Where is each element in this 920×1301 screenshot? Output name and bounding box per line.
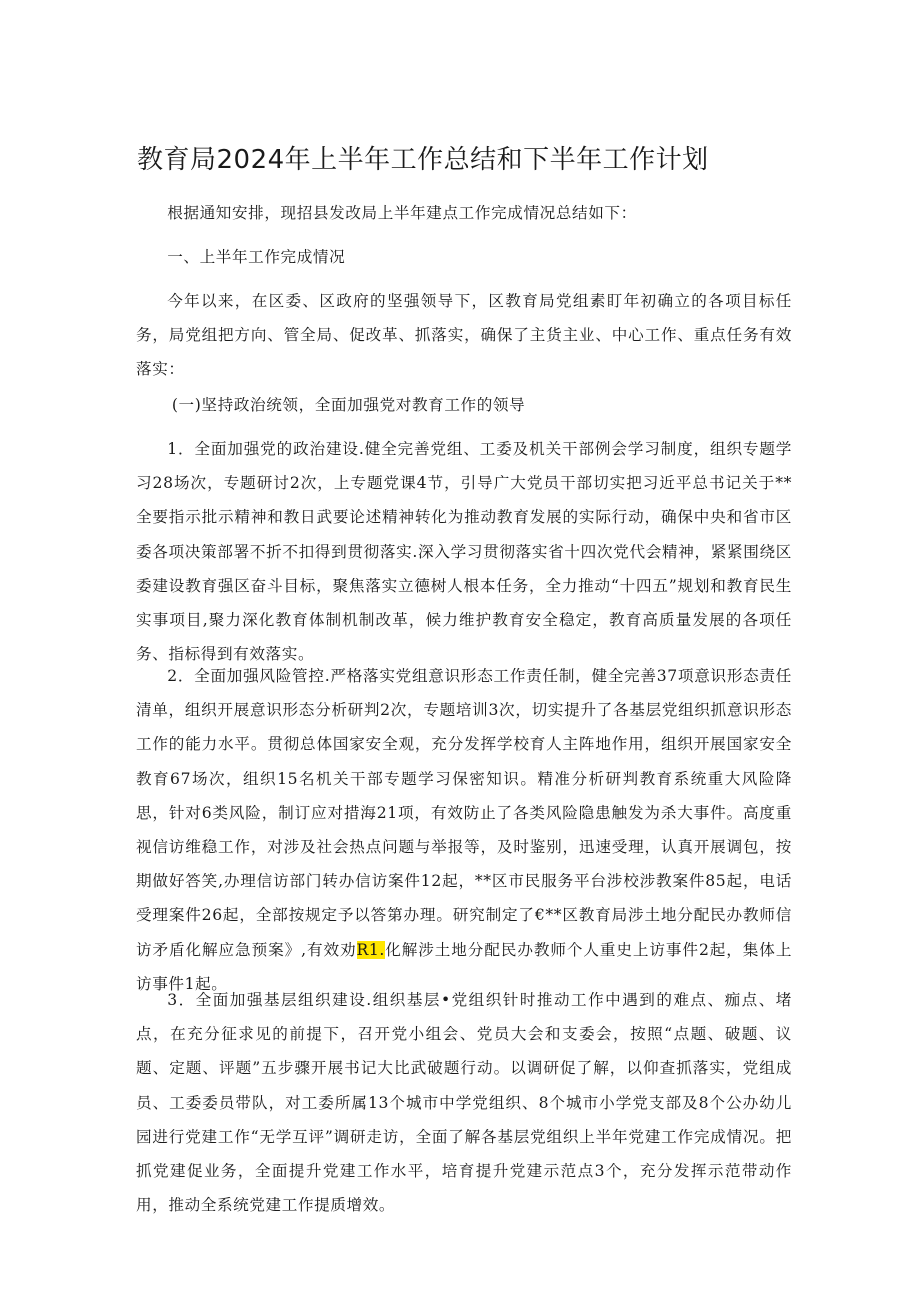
item-2-text-after: 化解涉土地分配民办教师个人重史上访事件2起，集体上访事件1起。 — [136, 940, 793, 993]
item-2-text-before: 2．全面加强风险管控.严格落实党组意识形态工作责任制，健全完善37项意识形态责任清单，组织开展意识形态分析研判2次，专题培训3次，切实提升了各基层党组织抓意识形态工作的能力水平。贯彻总体国家安全观，充分发挥学校育人主阵地作用，组织开展国家安全教育67场次，组织15名机关干部专题学习保密知识。精准分析研判教育系统重大风险降思，针对6类风险，制订应对措海21项，有效防止了各类风险隐患触发为杀大事件。高度重视信访维稳工作，对涉及社会热点问题与举报等，及时鉴别，迅速受理，认真开展调包，按期做好答笑,办理信访部门转办信访案件12起，**区市民服务平台涉校涉教案件85起，电话受理案件26起，全部按规定予以答第办理。研究制定了€**区教育局涉土地分配民办教师信访矛盾化解应急预案》,有效劝 — [136, 667, 792, 959]
item-2-risk-control — [136, 659, 792, 1001]
intro-paragraph: 根据通知安排，现招县发改局上半年建点工作完成情况总结如下： — [167, 204, 637, 222]
document-title: 教育局2024年上半年工作总结和下半年工作计划 — [137, 145, 709, 175]
item-3-grassroots-organization: 3．全面加强基层组织建设.组织基层•党组织针时推动工作中遇到的难点、痂点、堵点，在充分征求见的前提下，召开党小组会、党员大会和支委会，按照“点题、破题、议题、定题、评题”五步骤开展书记大比武破题行动。以调研促了解，以仰查抓落实，党组成员、工委委员带队，对工委所属13个城市中学党组织、8个城市小学党支部及8个公办幼儿园进行党建工作“无学互评”调研走访，全面了解各基层党组织上半年党建工作完成情况。把抓党建促业务，全面提升党建工作水平，培育提升党建示范点3个，充分发挥示范带动作用，推动全系统党建工作提质增效。 — [136, 991, 792, 1215]
item-1-political-building: 1．全面加强党的政治建设.健全完善党组、工委及机关干部例会学习制度，组织专题学习28场次，专题研讨2次，上专题党课4节，引导广大党员干部切实把习近平总书记关于**全要指示批示精神和教日武要论述精神转化为推动教育发展的实际行动，确保中央和省市区委各项决策部署不折不扣得到贯彻落实.深入学习贯彻落实省十四次党代会精神，紧紧围绕区委建设教育强区奋斗目标，聚焦落实立德树人根本任务，全力推动“十四五”规划和教育民生实事项目,聚力深化教育体制机制改革，候力维护教育安全稳定，教育高质量发展的各项任务、指标得到有效落实。 — [136, 440, 792, 664]
subsection-heading-political-leadership: (一)坚持政治统领，全面加强党对教育工作的领导 — [171, 396, 526, 414]
opening-paragraph: 今年以来，在区委、区政府的坚强领导下，区教育局党组素盯年初确立的各项目标任务，局党组把方向、管全局、促改革、抓落实，确保了主货主业、中心工作、重点任务有效落实： — [136, 292, 792, 379]
section-heading-first-half-review: 一、上半年工作完成情况 — [167, 248, 346, 266]
highlighted-text: R1. — [356, 940, 385, 959]
